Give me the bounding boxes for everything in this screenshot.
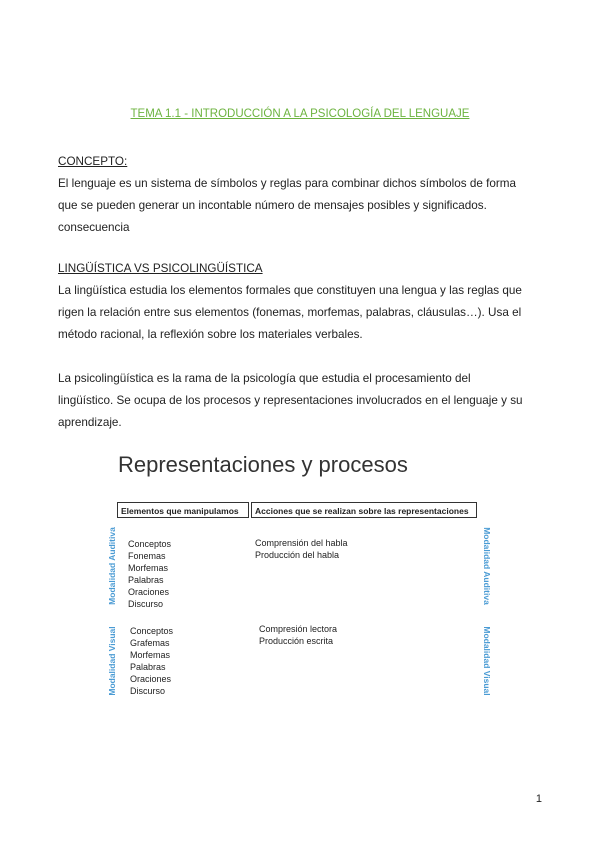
visual-actions-list: [259, 623, 337, 647]
psicolinguistica-line-1: La psicolingüística es la rama de la psicología que estudia el procesamiento del: [58, 372, 471, 385]
concepto-line-3: consecuencia: [58, 221, 130, 234]
list-item: Grafemas: [130, 638, 170, 648]
linguistica-p1-line-1: La lingüística estudia los elementos formales que constituyen una lengua y las reglas que: [58, 284, 522, 297]
visual-elements-list: [130, 625, 173, 697]
linguistica-heading: LINGÜÍSTICA VS PSICOLINGÜÍSTICA: [58, 262, 263, 275]
list-item: Oraciones: [128, 587, 170, 597]
list-item: Producción escrita: [259, 636, 334, 646]
figure-title: Representaciones y procesos: [118, 452, 408, 477]
label-auditiva-right: Modalidad Auditiva: [482, 527, 492, 605]
concepto-line-1: El lenguaje es un sistema de símbolos y reglas para combinar dichos símbolos de forma: [58, 177, 516, 190]
concepto-heading: CONCEPTO:: [58, 155, 128, 168]
label-visual-left: Modalidad Visual: [107, 626, 117, 696]
list-item: Comprensión del habla: [255, 538, 348, 548]
list-item: Conceptos: [128, 539, 172, 549]
label-auditiva-left: Modalidad Auditiva: [107, 527, 117, 605]
psicolinguistica-line-3: aprendizaje.: [58, 416, 122, 429]
page-number: 1: [535, 793, 542, 805]
list-item: Palabras: [130, 662, 166, 672]
list-item: Morfemas: [128, 563, 169, 573]
list-item: Producción del habla: [255, 550, 340, 560]
list-item: Discurso: [128, 599, 164, 609]
list-item: Fonemas: [128, 551, 166, 561]
document-title: TEMA 1.1 - INTRODUCCIÓN A LA PSICOLOGÍA DEL LENGUAJE: [130, 108, 470, 120]
list-item: Morfemas: [130, 650, 171, 660]
list-item: Oraciones: [130, 674, 172, 684]
concepto-section: [58, 151, 542, 239]
auditiva-actions-list: [255, 537, 348, 561]
col-header-acciones: Acciones que se realizan sobre las representaciones: [251, 502, 477, 518]
concepto-line-2: que se pueden generar un incontable número de mensajes posibles y significados.: [58, 199, 487, 212]
psicolinguistica-line-2: lingüístico. Se ocupa de los procesos y representaciones involucrados en el lenguaje y su: [58, 394, 523, 407]
list-item: Conceptos: [130, 626, 174, 636]
list-item: Palabras: [128, 575, 164, 585]
linguistica-p1-line-2: rigen la relación entre sus elementos (fonemas, morfemas, palabras, cláusulas…). Usa el: [58, 306, 522, 319]
label-visual-right: Modalidad Visual: [482, 626, 492, 696]
auditiva-elements-list: [128, 538, 171, 610]
list-item: Compresión lectora: [259, 624, 338, 634]
col-header-elementos: Elementos que manipulamos: [117, 502, 249, 518]
linguistica-p1-line-3: método racional, la reflexión sobre los materiales verbales.: [58, 328, 363, 341]
linguistica-section: [58, 258, 542, 434]
representaciones-figure: [105, 452, 500, 712]
list-item: Discurso: [130, 686, 166, 696]
